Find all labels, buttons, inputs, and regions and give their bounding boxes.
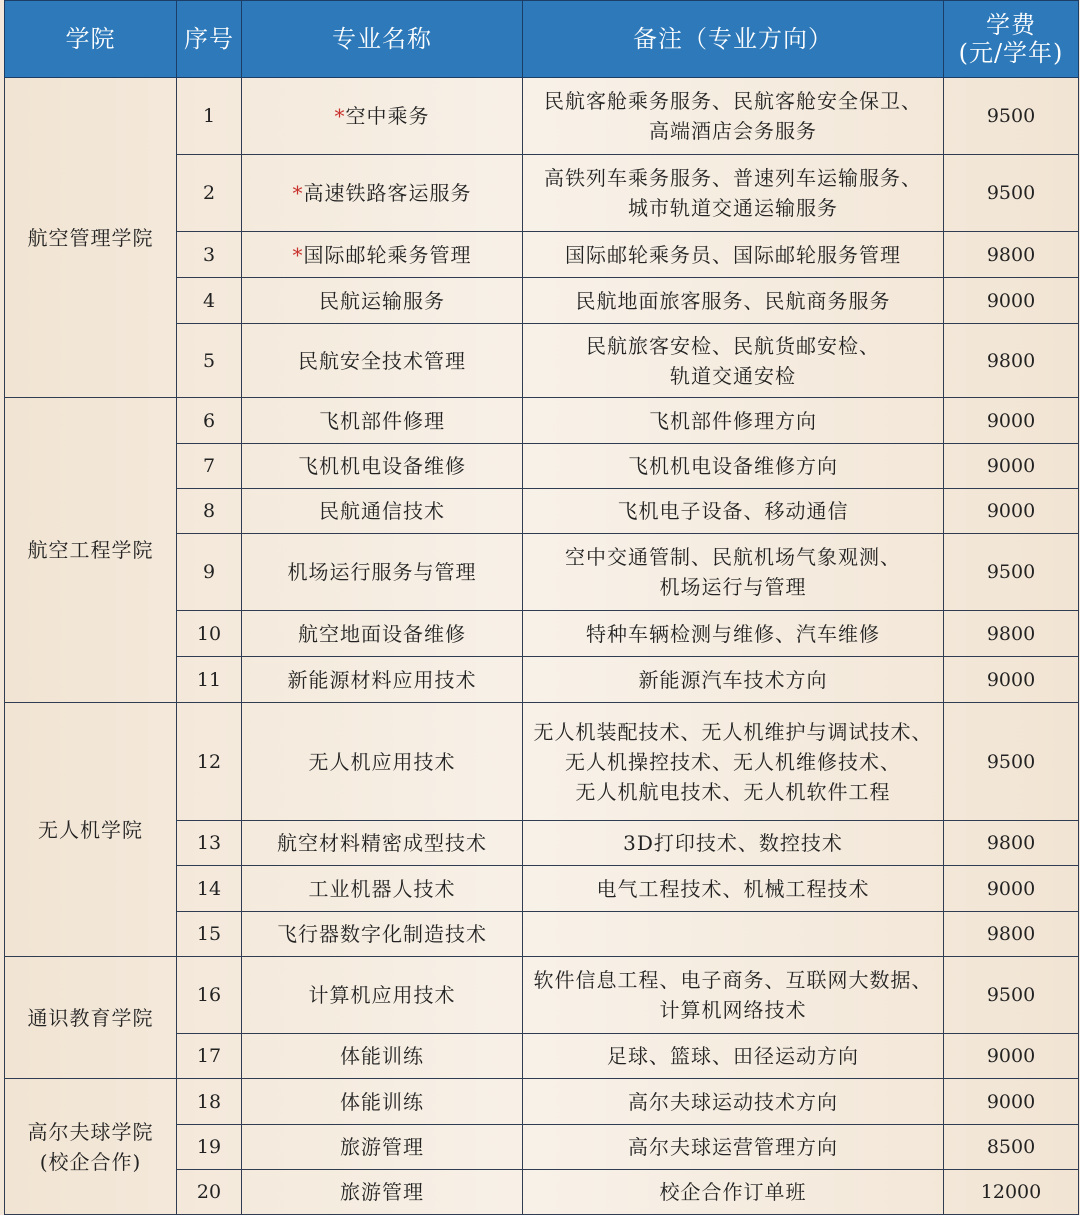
remark-line: 电气工程技术、机械工程技术	[596, 876, 870, 901]
table-row	[5, 957, 1079, 1034]
major-cell	[242, 703, 523, 821]
fee-cell: 9000	[944, 866, 1079, 912]
remark-cell	[523, 78, 944, 155]
major-name: 飞机部件修理	[319, 408, 445, 433]
remark-cell	[523, 866, 944, 912]
fee-cell: 8500	[944, 1125, 1079, 1170]
college-name: 航空工程学院	[27, 538, 154, 562]
seq-cell: 18	[177, 1079, 242, 1125]
major-cell	[242, 821, 523, 866]
major-name: 机场运行服务与管理	[287, 560, 477, 584]
major-name: 民航运输服务	[319, 288, 445, 313]
college-cell	[5, 1079, 177, 1215]
fee-cell: 9800	[944, 232, 1079, 278]
major-name: 体能训练	[340, 1044, 424, 1068]
fee-cell: 12000	[944, 1170, 1079, 1215]
table-row	[5, 703, 1079, 821]
major-name: 民航安全技术管理	[298, 348, 466, 373]
remark-line: 空中交通管制、民航机场气象观测、	[565, 545, 901, 569]
major-name: 空中乘务	[345, 104, 430, 128]
major-cell	[242, 1079, 523, 1125]
seq-cell: 15	[177, 912, 242, 957]
seq-cell: 16	[177, 957, 242, 1034]
major-cell	[242, 912, 523, 957]
remark-cell	[523, 657, 944, 703]
required-star-icon: *	[292, 242, 304, 267]
remark-line: 飞机部件修理方向	[649, 408, 817, 433]
remark-line: 城市轨道交通运输服务	[628, 196, 838, 220]
major-name: 工业机器人技术	[308, 876, 456, 901]
seq-cell: 5	[177, 324, 242, 398]
remark-line: 特种车辆检测与维修、汽车维修	[586, 621, 880, 646]
fee-cell: 9800	[944, 611, 1079, 657]
college-name-name-line1: 高尔夫球学院	[27, 1119, 154, 1144]
major-name: 航空材料精密成型技术	[277, 831, 487, 855]
major-name: 高速铁路客运服务	[303, 181, 472, 205]
remark-line: 软件信息工程、电子商务、互联网大数据、	[533, 968, 933, 992]
remark-cell	[523, 1125, 944, 1170]
header-remark: 备注（专业方向）	[523, 1, 944, 78]
major-name: 飞机机电设备维修	[298, 454, 466, 478]
major-name: 体能训练	[340, 1089, 424, 1114]
remark-line: 飞机机电设备维修方向	[628, 454, 838, 478]
remark-cell	[523, 232, 944, 278]
fee-cell: 9000	[944, 444, 1079, 489]
remark-cell	[523, 1079, 944, 1125]
fee-cell: 9800	[944, 821, 1079, 866]
required-star-icon: *	[334, 104, 346, 128]
major-cell	[242, 657, 523, 703]
remark-cell	[523, 489, 944, 534]
remark-line: 民航地面旅客服务、民航商务服务	[575, 288, 891, 313]
major-name: 航空地面设备维修	[298, 621, 466, 646]
remark-cell	[523, 912, 944, 957]
remark-line: 高尔夫球运营管理方向	[628, 1135, 838, 1159]
major-cell	[242, 866, 523, 912]
required-star-icon: *	[292, 181, 304, 205]
major-cell	[242, 1125, 523, 1170]
fee-cell: 9000	[944, 1034, 1079, 1079]
remark-cell	[523, 155, 944, 232]
fee-cell: 9500	[944, 957, 1079, 1034]
major-name: 飞行器数字化制造技术	[277, 922, 487, 946]
seq-cell: 11	[177, 657, 242, 703]
seq-cell: 9	[177, 534, 242, 611]
remark-line: 计算机网络技术	[659, 998, 807, 1022]
remark-cell	[523, 703, 944, 821]
remark-line: 无人机航电技术、无人机软件工程	[575, 779, 891, 804]
header-fee	[944, 1, 1079, 78]
major-name: 民航通信技术	[319, 499, 445, 523]
seq-cell: 3	[177, 232, 242, 278]
major-cell	[242, 534, 523, 611]
remark-line: 无人机操控技术、无人机维修技术、	[565, 749, 901, 774]
fee-cell: 9500	[944, 78, 1079, 155]
major-cell	[242, 611, 523, 657]
remark-cell	[523, 534, 944, 611]
seq-cell: 1	[177, 78, 242, 155]
header-fee-line1: 学费	[986, 11, 1036, 39]
table-row	[5, 1079, 1079, 1125]
college-cell	[5, 78, 177, 398]
major-cell	[242, 155, 523, 232]
major-cell	[242, 1034, 523, 1079]
major-cell	[242, 324, 523, 398]
major-cell	[242, 957, 523, 1034]
remark-line: 新能源汽车技术方向	[638, 667, 828, 692]
header-seq: 序号	[177, 1, 242, 78]
seq-cell: 10	[177, 611, 242, 657]
seq-cell: 19	[177, 1125, 242, 1170]
major-cell	[242, 489, 523, 534]
seq-cell: 13	[177, 821, 242, 866]
major-name: 旅游管理	[340, 1180, 424, 1204]
table-row	[5, 398, 1079, 444]
header-fee-line2: (元/学年)	[958, 39, 1064, 67]
remark-line: 民航旅客安检、民航货邮安检、	[586, 333, 880, 358]
college-cell	[5, 957, 177, 1079]
major-name: 无人机应用技术	[308, 749, 456, 774]
fee-cell: 9000	[944, 398, 1079, 444]
seq-cell: 12	[177, 703, 242, 821]
remark-cell	[523, 611, 944, 657]
major-cell	[242, 398, 523, 444]
major-cell	[242, 1170, 523, 1215]
major-cell	[242, 444, 523, 489]
fee-cell: 9500	[944, 534, 1079, 611]
college-name: 无人机学院	[38, 817, 143, 842]
fee-cell: 9800	[944, 324, 1079, 398]
fee-cell: 9500	[944, 703, 1079, 821]
major-cell	[242, 232, 523, 278]
remark-line: 3D打印技术、数控技术	[623, 831, 843, 855]
fee-cell: 9000	[944, 278, 1079, 324]
remark-line: 高尔夫球运动技术方向	[628, 1089, 838, 1114]
remark-line: 高端酒店会务服务	[649, 119, 817, 143]
fee-cell: 9000	[944, 657, 1079, 703]
major-name: 计算机应用技术	[308, 983, 456, 1007]
seq-cell: 4	[177, 278, 242, 324]
remark-line: 国际邮轮乘务员、国际邮轮服务管理	[565, 242, 901, 267]
remark-line: 机场运行与管理	[659, 575, 807, 599]
major-cell	[242, 278, 523, 324]
fee-cell: 9500	[944, 155, 1079, 232]
fee-cell: 9000	[944, 1079, 1079, 1125]
college-name: 通识教育学院	[27, 1005, 154, 1030]
remark-line: 飞机电子设备、移动通信	[617, 499, 849, 523]
header-college: 学院	[5, 1, 177, 78]
remark-cell	[523, 821, 944, 866]
seq-cell: 6	[177, 398, 242, 444]
remark-line: 轨道交通安检	[670, 363, 796, 388]
tuition-table	[4, 0, 1079, 1215]
major-name: 国际邮轮乘务管理	[303, 242, 472, 267]
fee-cell: 9000	[944, 489, 1079, 534]
remark-line: 无人机装配技术、无人机维护与调试技术、	[533, 719, 933, 744]
college-cell	[5, 398, 177, 703]
major-cell	[242, 78, 523, 155]
major-name: 新能源材料应用技术	[287, 667, 477, 692]
college-name: 航空管理学院	[27, 225, 154, 250]
seq-cell: 20	[177, 1170, 242, 1215]
remark-cell	[523, 1170, 944, 1215]
remark-cell	[523, 278, 944, 324]
header-row	[5, 1, 1079, 78]
remark-cell	[523, 444, 944, 489]
remark-line: 足球、篮球、田径运动方向	[607, 1044, 859, 1068]
remark-cell	[523, 1034, 944, 1079]
fee-cell: 9800	[944, 912, 1079, 957]
seq-cell: 14	[177, 866, 242, 912]
seq-cell: 17	[177, 1034, 242, 1079]
header-major: 专业名称	[242, 1, 523, 78]
seq-cell: 7	[177, 444, 242, 489]
remark-line: 校企合作订单班	[659, 1180, 807, 1204]
remark-cell	[523, 324, 944, 398]
remark-cell	[523, 957, 944, 1034]
remark-line: 高铁列车乘务服务、普速列车运输服务、	[544, 166, 922, 190]
seq-cell: 8	[177, 489, 242, 534]
remark-line: 民航客舱乘务服务、民航客舱安全保卫、	[544, 89, 922, 113]
seq-cell: 2	[177, 155, 242, 232]
major-name: 旅游管理	[340, 1135, 424, 1159]
remark-cell	[523, 398, 944, 444]
college-cell	[5, 703, 177, 957]
college-name-name-line2: (校企合作)	[39, 1149, 142, 1174]
table-row	[5, 78, 1079, 155]
